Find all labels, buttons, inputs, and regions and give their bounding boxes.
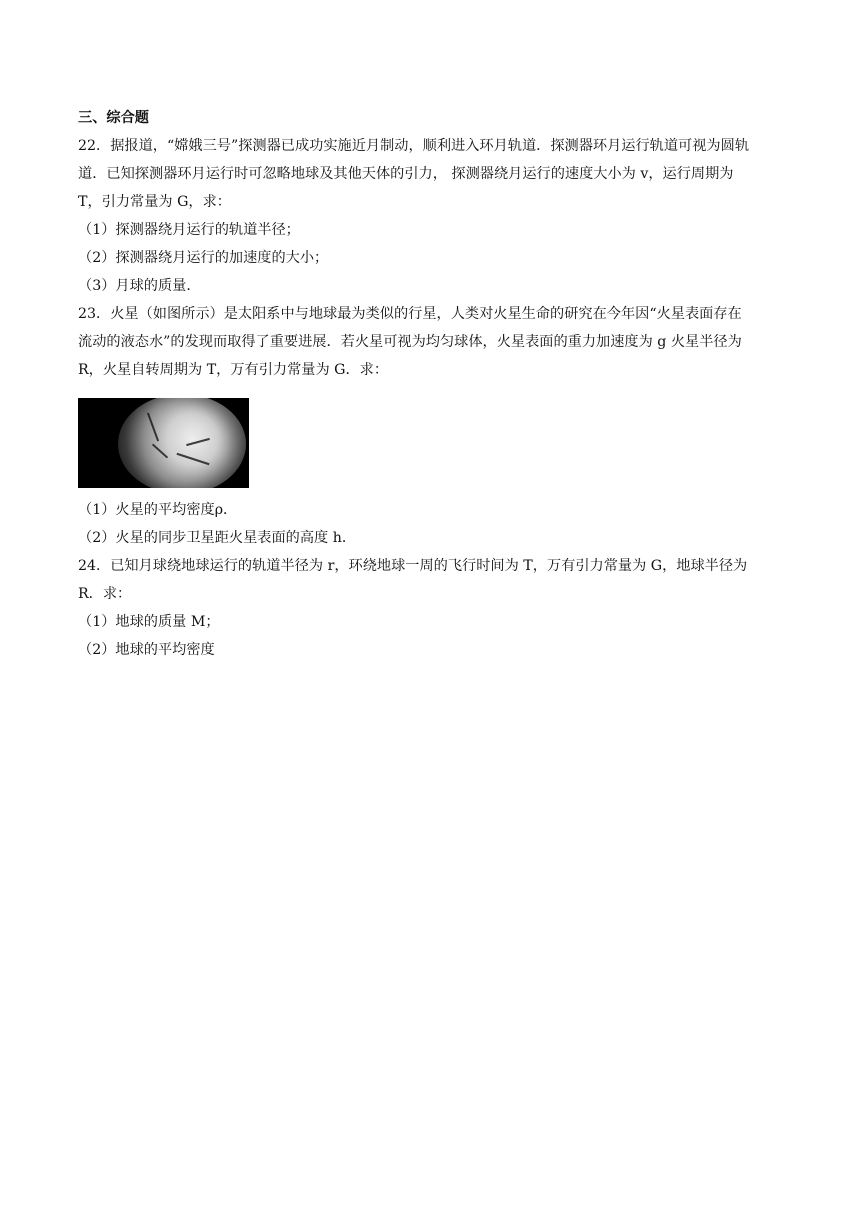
- q22-subquestion-1: （1）探测器绕月运行的轨道半径；: [78, 222, 300, 238]
- document-page: [78, 108, 784, 668]
- q22-line-1: 22．据报道，“嫦娥三号”探测器已成功实施近月制动，顺利进入环月轨道．探测器环月运行轨道可视为圆轨: [78, 138, 750, 154]
- q23-subquestion-1: （1）火星的平均密度ρ．: [78, 502, 238, 518]
- q24-subquestion-1: （1）地球的质量 M；: [78, 614, 220, 630]
- q23-line-1: 23．火星（如图所示）是太阳系中与地球最为类似的行星，人类对火星生命的研究在今年因“火星表面存在: [78, 306, 742, 322]
- question-24: [78, 556, 784, 668]
- q23-line-2: 流动的液态水”的发现而取得了重要进展．若火星可视为均匀球体，火星表面的重力加速度为 g 火星半径为: [78, 334, 742, 350]
- section-title: 三、综合题: [78, 110, 149, 126]
- q23-subquestion-2: （2）火星的同步卫星距火星表面的高度 h．: [78, 530, 357, 546]
- q24-line-2: R．求：: [78, 586, 132, 602]
- mars-planet-icon: [118, 398, 246, 488]
- q24-line-1: 24．已知月球绕地球运行的轨道半径为 r，环绕地球一周的飞行时间为 T，万有引力常量为 G，地球半径为: [78, 558, 748, 574]
- q23-line-3: R，火星自转周期为 T，万有引力常量为 G．求：: [78, 362, 389, 378]
- question-23: [78, 304, 784, 556]
- q22-subquestion-3: （3）月球的质量．: [78, 278, 201, 294]
- q24-subquestion-2: （2）地球的平均密度: [78, 642, 215, 658]
- q22-subquestion-2: （2）探测器绕月运行的加速度的大小；: [78, 250, 329, 266]
- mars-image: [78, 398, 249, 488]
- q22-line-2: 道．已知探测器环月运行时可忽略地球及其他天体的引力， 探测器绕月运行的速度大小为 v，运行周期为: [78, 166, 734, 182]
- question-22: [78, 136, 784, 304]
- q22-line-3: T，引力常量为 G，求：: [78, 194, 231, 210]
